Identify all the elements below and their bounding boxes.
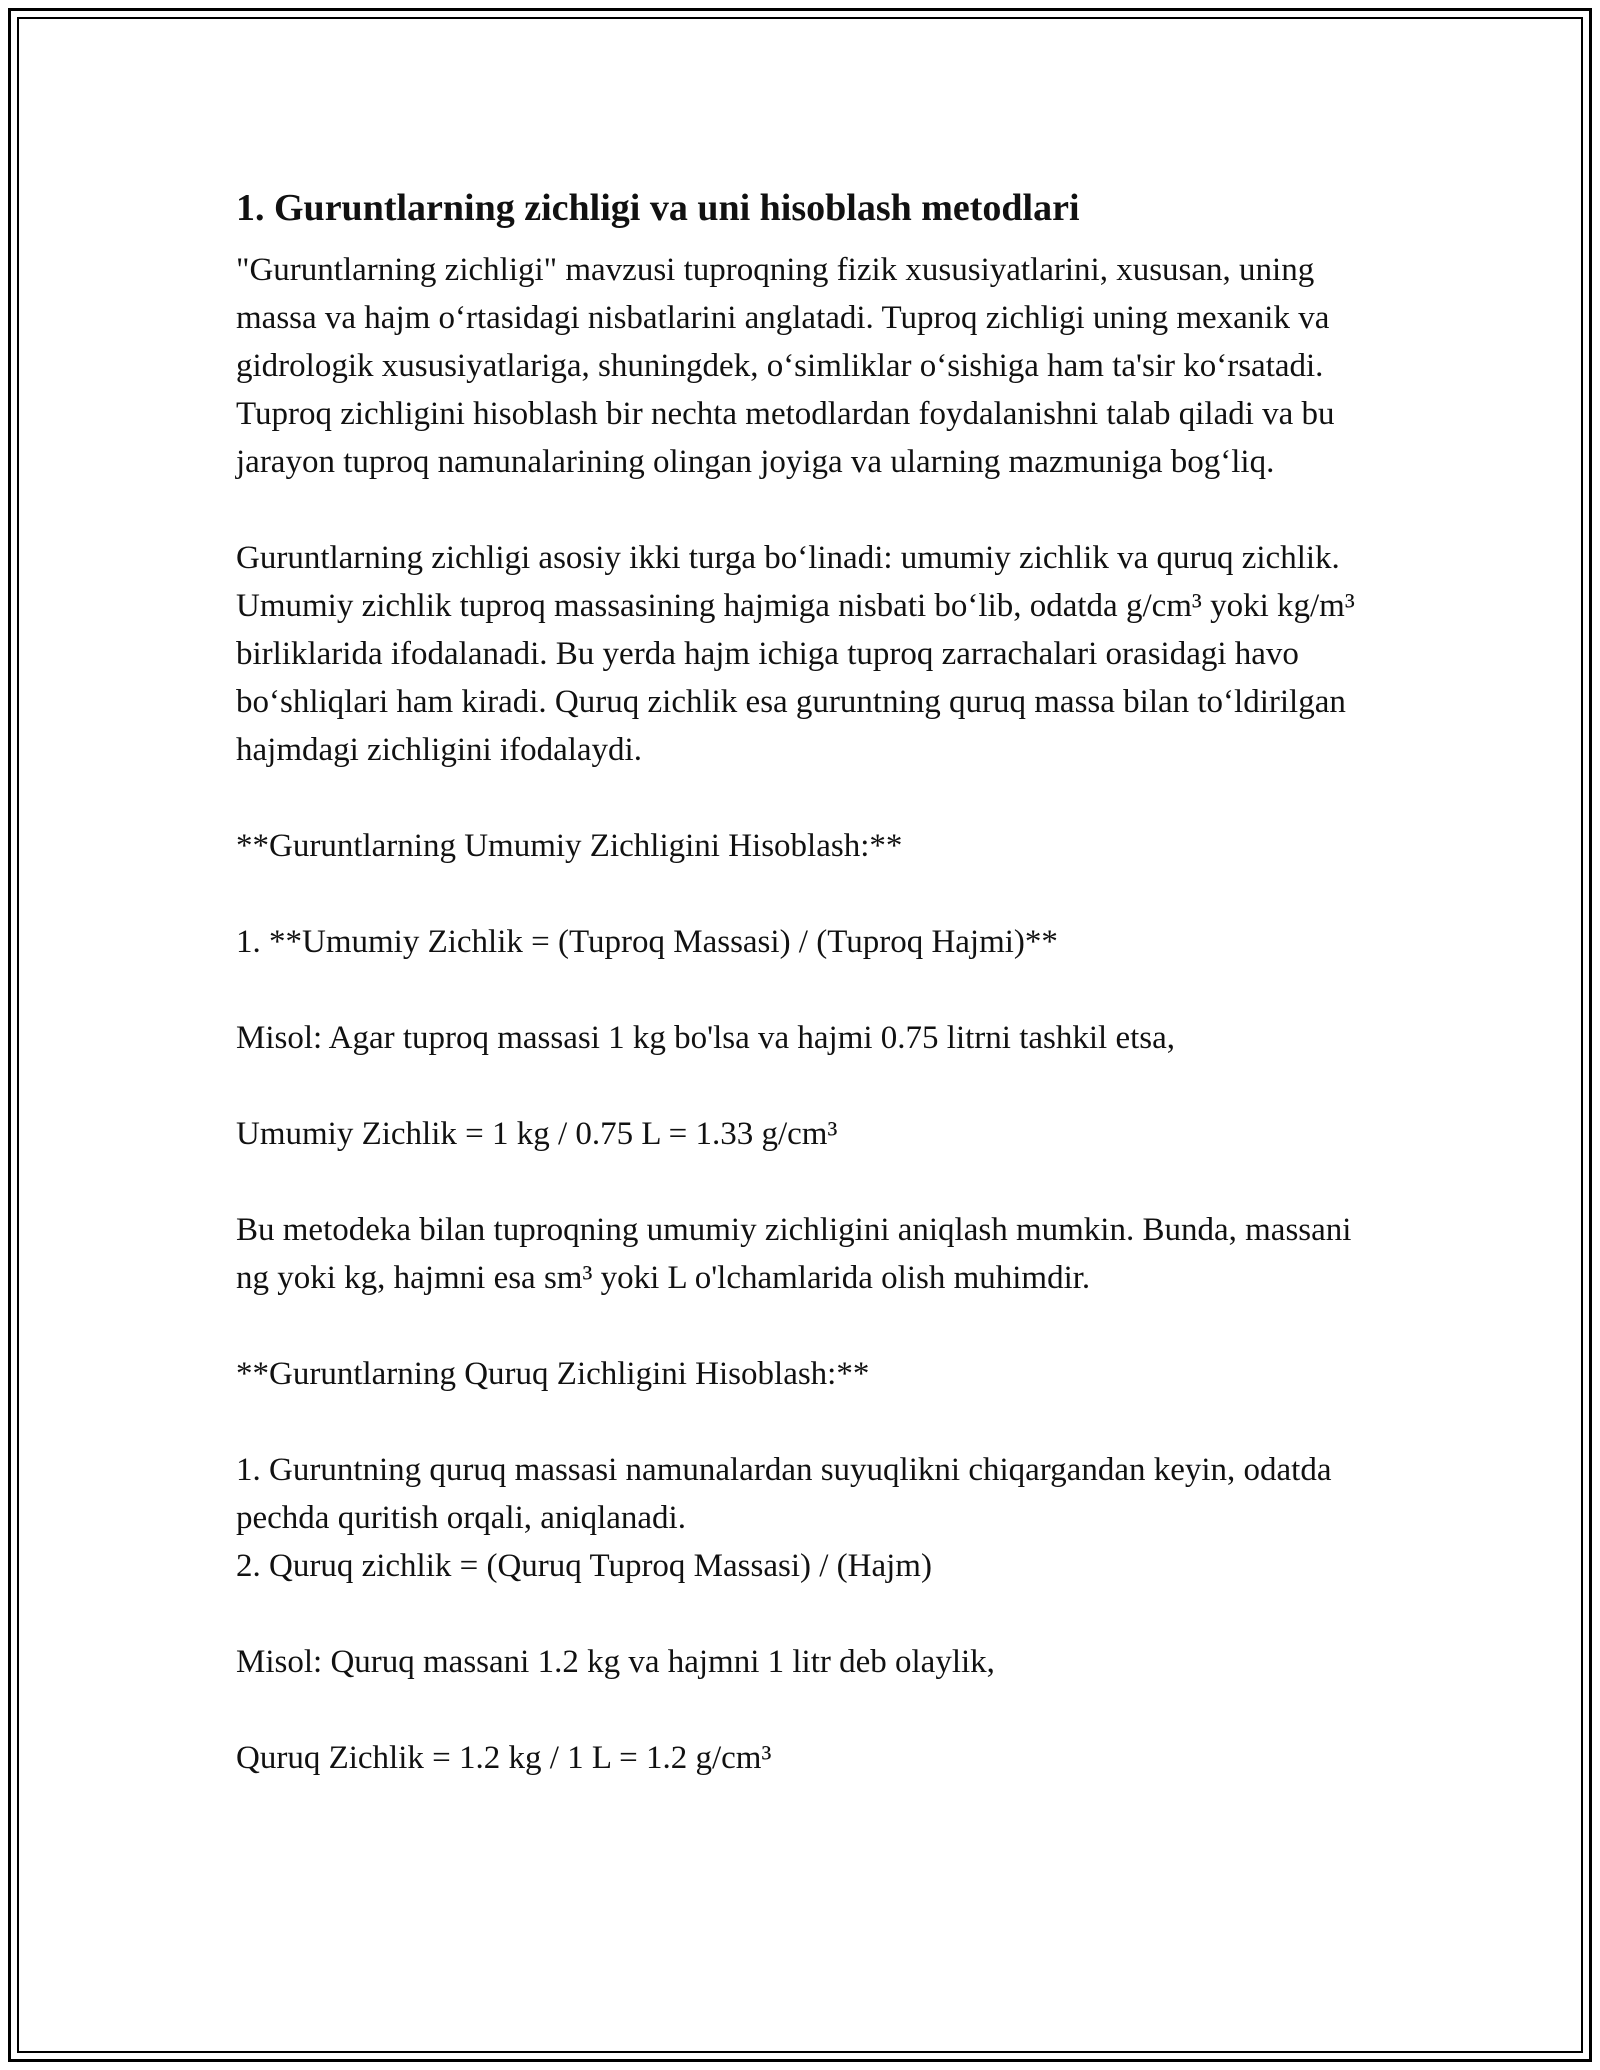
formula-bulk-density: 1. **Umumiy Zichlik = (Tuproq Massasi) / (Tuproq Hajmi)**	[236, 924, 1058, 960]
paragraph-types: Guruntlarning zichligi asosiy ikki turga boʻlinadi: umumiy zichlik va quruq zichlik. Umumiy zichlik tuproq massasining hajmiga nisbati boʻlib, odatda g/cm³ yoki kg/m³ birliklarida ifodalanadi. Bu yerda hajm ichiga tuproq zarrachalari orasidagi havo boʻshliqlari ham kiradi. Quruq zichlik esa guruntning quruq massa bilan toʻldirilgan hajmdagi zichligini ifodalaydi.	[236, 540, 1355, 768]
document-body	[236, 184, 1386, 1782]
document-title: 1. Guruntlarning zichligi va uni hisoblash metodlari	[236, 187, 1080, 229]
result-dry-density: Quruq Zichlik = 1.2 kg / 1 L = 1.2 g/cm³	[236, 1740, 772, 1776]
step-dry-mass: 1. Guruntning quruq massasi namunalardan suyuqlikni chiqargandan keyin, odatda pechda quritish orqali, aniqlanadi.	[236, 1452, 1332, 1536]
example-bulk-density: Misol: Agar tuproq massasi 1 kg bo'lsa va hajmi 0.75 litrni tashkil etsa,	[236, 1020, 1176, 1056]
heading-bulk-density: **Guruntlarning Umumiy Zichligini Hisoblash:**	[236, 828, 903, 864]
heading-dry-density: **Guruntlarning Quruq Zichligini Hisoblash:**	[236, 1356, 870, 1392]
formula-dry-density: 2. Quruq zichlik = (Quruq Tuproq Massasi) / (Hajm)	[236, 1548, 932, 1584]
paragraph-intro: "Guruntlarning zichligi" mavzusi tuproqning fizik xususiyatlarini, xususan, uning massa va hajm oʻrtasidagi nisbatlarini anglatadi. Tuproq zichligi uning mexanik va gidrologik xususiyatlariga, shuningdek, oʻsimliklar oʻsishiga ham ta'sir koʻrsatadi. Tuproq zichligini hisoblash bir nechta metodlardan foydalanishni talab qiladi va bu jarayon tuproq namunalarining olingan joyiga va ularning mazmuniga bogʻliq.	[236, 252, 1335, 480]
paragraph-method-note: Bu metodeka bilan tuproqning umumiy zichligini aniqlash mumkin. Bunda, massani ng yoki kg, hajmni esa sm³ yoki L o'lchamlarida olish muhimdir.	[236, 1212, 1352, 1296]
example-dry-density: Misol: Quruq massani 1.2 kg va hajmni 1 litr deb olaylik,	[236, 1644, 995, 1680]
result-bulk-density: Umumiy Zichlik = 1 kg / 0.75 L = 1.33 g/cm³	[236, 1116, 838, 1152]
